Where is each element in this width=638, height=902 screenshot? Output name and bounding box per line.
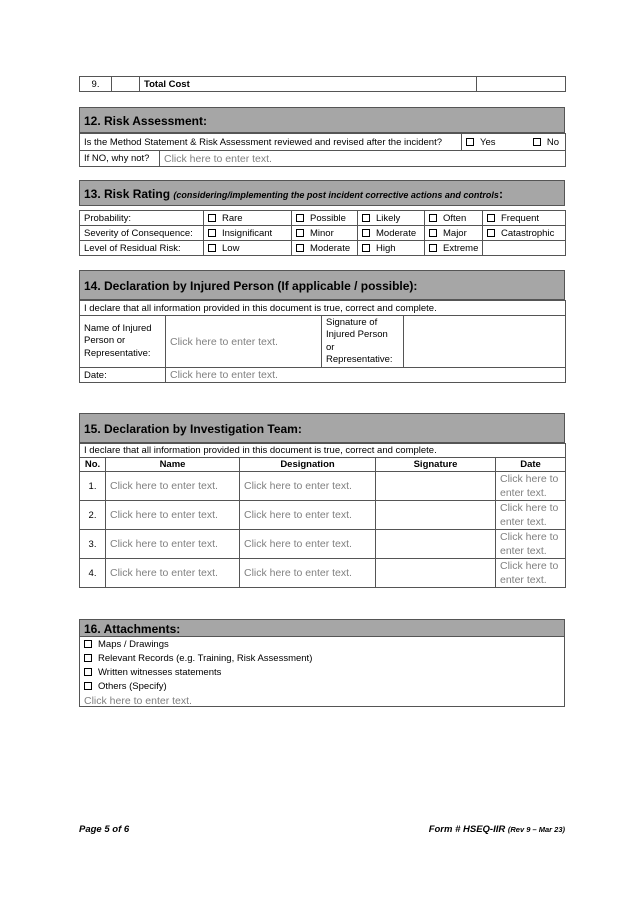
row-number: 9.	[80, 77, 112, 92]
investigation-declaration-header: 15. Declaration by Investigation Team:	[79, 413, 565, 443]
checkbox-icon	[487, 214, 495, 222]
table-header-row: No. Name Designation Signature Date	[80, 458, 566, 472]
no-option[interactable]: No	[533, 137, 559, 148]
checkbox-icon	[429, 244, 437, 252]
checkbox-icon	[429, 214, 437, 222]
attachment-records[interactable]: Relevant Records (e.g. Training, Risk Assessment)	[84, 652, 560, 666]
member-name-input[interactable]: Click here to enter text.	[106, 472, 240, 501]
member-date-input[interactable]: Click here to enter text.	[496, 472, 566, 501]
option-likely[interactable]: Likely	[358, 211, 425, 226]
yes-option[interactable]: Yes	[466, 137, 496, 148]
member-signature-field[interactable]	[376, 530, 496, 559]
checkbox-icon	[84, 668, 92, 676]
risk-assessment-header: 12. Risk Assessment:	[79, 107, 565, 133]
member-name-input[interactable]: Click here to enter text.	[106, 530, 240, 559]
residual-risk-row: Level of Residual Risk: Low Moderate High Extreme	[80, 241, 566, 256]
injured-signature-field[interactable]	[404, 316, 566, 368]
member-signature-field[interactable]	[376, 559, 496, 588]
attachments-text-input[interactable]: Click here to enter text.	[84, 695, 192, 707]
checkbox-icon	[84, 654, 92, 662]
investigation-team-table	[79, 443, 566, 588]
member-name-input[interactable]: Click here to enter text.	[106, 501, 240, 530]
table-row: 4. Click here to enter text. Click here to enter text. Click here to enter text.	[80, 559, 566, 588]
option-often[interactable]: Often	[425, 211, 483, 226]
risk-rating-table	[79, 210, 566, 256]
checkbox-icon	[208, 229, 216, 237]
risk-assessment-question: Is the Method Statement & Risk Assessment reviewed and revised after the incident?	[80, 134, 462, 151]
investigation-statement: I declare that all information provided in this document is true, correct and complete.	[80, 444, 566, 458]
member-signature-field[interactable]	[376, 501, 496, 530]
injured-date-input[interactable]: Click here to enter text.	[166, 368, 566, 383]
checkbox-icon	[362, 214, 370, 222]
option-low[interactable]: Low	[204, 241, 292, 256]
injured-declaration-table	[79, 300, 566, 383]
member-designation-input[interactable]: Click here to enter text.	[240, 472, 376, 501]
checkbox-icon	[84, 682, 92, 690]
why-not-input[interactable]: Click here to enter text.	[160, 151, 566, 167]
option-major[interactable]: Major	[425, 226, 483, 241]
table-row: 2. Click here to enter text. Click here to enter text. Click here to enter text.	[80, 501, 566, 530]
checkbox-icon	[208, 244, 216, 252]
option-moderate[interactable]: Moderate	[358, 226, 425, 241]
risk-rating-header: 13. Risk Rating (considering/implementing the post incident corrective actions and controls:	[79, 180, 565, 206]
attachments-header: 16. Attachments:	[79, 619, 565, 637]
injured-declaration-header: 14. Declaration by Injured Person (If applicable / possible):	[79, 270, 565, 300]
severity-row: Severity of Consequence: Insignificant Minor Moderate Major Catastrophic	[80, 226, 566, 241]
table-row: 3. Click here to enter text. Click here to enter text. Click here to enter text.	[80, 530, 566, 559]
checkbox-icon	[466, 138, 474, 146]
total-cost-table	[79, 76, 566, 92]
form-number: Form # HSEQ-IIR (Rev 9 – Mar 23)	[428, 824, 565, 835]
checkbox-icon	[296, 244, 304, 252]
table-row: 1. Click here to enter text. Click here to enter text. Click here to enter text.	[80, 472, 566, 501]
option-frequent[interactable]: Frequent	[483, 211, 566, 226]
attachment-witness-statements[interactable]: Written witnesses statements	[84, 666, 560, 680]
option-moderate-residual[interactable]: Moderate	[292, 241, 358, 256]
member-name-input[interactable]: Click here to enter text.	[106, 559, 240, 588]
checkbox-icon	[487, 229, 495, 237]
member-date-input[interactable]: Click here to enter text.	[496, 530, 566, 559]
attachment-maps[interactable]: Maps / Drawings	[84, 638, 560, 652]
member-signature-field[interactable]	[376, 472, 496, 501]
why-not-label: If NO, why not?	[80, 151, 160, 167]
checkbox-icon	[296, 214, 304, 222]
member-date-input[interactable]: Click here to enter text.	[496, 501, 566, 530]
attachment-others[interactable]: Others (Specify)	[84, 680, 560, 694]
total-cost-value[interactable]	[477, 77, 566, 92]
member-date-input[interactable]: Click here to enter text.	[496, 559, 566, 588]
checkbox-icon	[296, 229, 304, 237]
checkbox-icon	[362, 229, 370, 237]
member-designation-input[interactable]: Click here to enter text.	[240, 501, 376, 530]
checkbox-icon	[208, 214, 216, 222]
option-minor[interactable]: Minor	[292, 226, 358, 241]
attachments-list	[79, 637, 565, 707]
injured-declaration-statement: I declare that all information provided in this document is true, correct and complete.	[80, 301, 566, 316]
probability-row: Probability: Rare Possible Likely Often Frequent	[80, 211, 566, 226]
checkbox-icon	[362, 244, 370, 252]
risk-assessment-table	[79, 133, 566, 167]
option-rare[interactable]: Rare	[204, 211, 292, 226]
checkbox-icon	[429, 229, 437, 237]
member-designation-input[interactable]: Click here to enter text.	[240, 530, 376, 559]
checkbox-icon	[84, 640, 92, 648]
option-high[interactable]: High	[358, 241, 425, 256]
checkbox-icon	[533, 138, 541, 146]
option-catastrophic[interactable]: Catastrophic	[483, 226, 566, 241]
date-label: Date:	[80, 368, 166, 383]
page-number: Page 5 of 6	[79, 824, 130, 835]
option-insignificant[interactable]: Insignificant	[204, 226, 292, 241]
total-cost-label: Total Cost	[140, 77, 477, 92]
name-label: Name of Injured Person or Representative:	[80, 316, 166, 368]
yes-no-cell	[462, 134, 566, 151]
injured-name-input[interactable]: Click here to enter text.	[166, 316, 322, 368]
option-extreme[interactable]: Extreme	[425, 241, 483, 256]
signature-label: Signature of Injured Person or Representative:	[322, 316, 404, 368]
option-possible[interactable]: Possible	[292, 211, 358, 226]
member-designation-input[interactable]: Click here to enter text.	[240, 559, 376, 588]
